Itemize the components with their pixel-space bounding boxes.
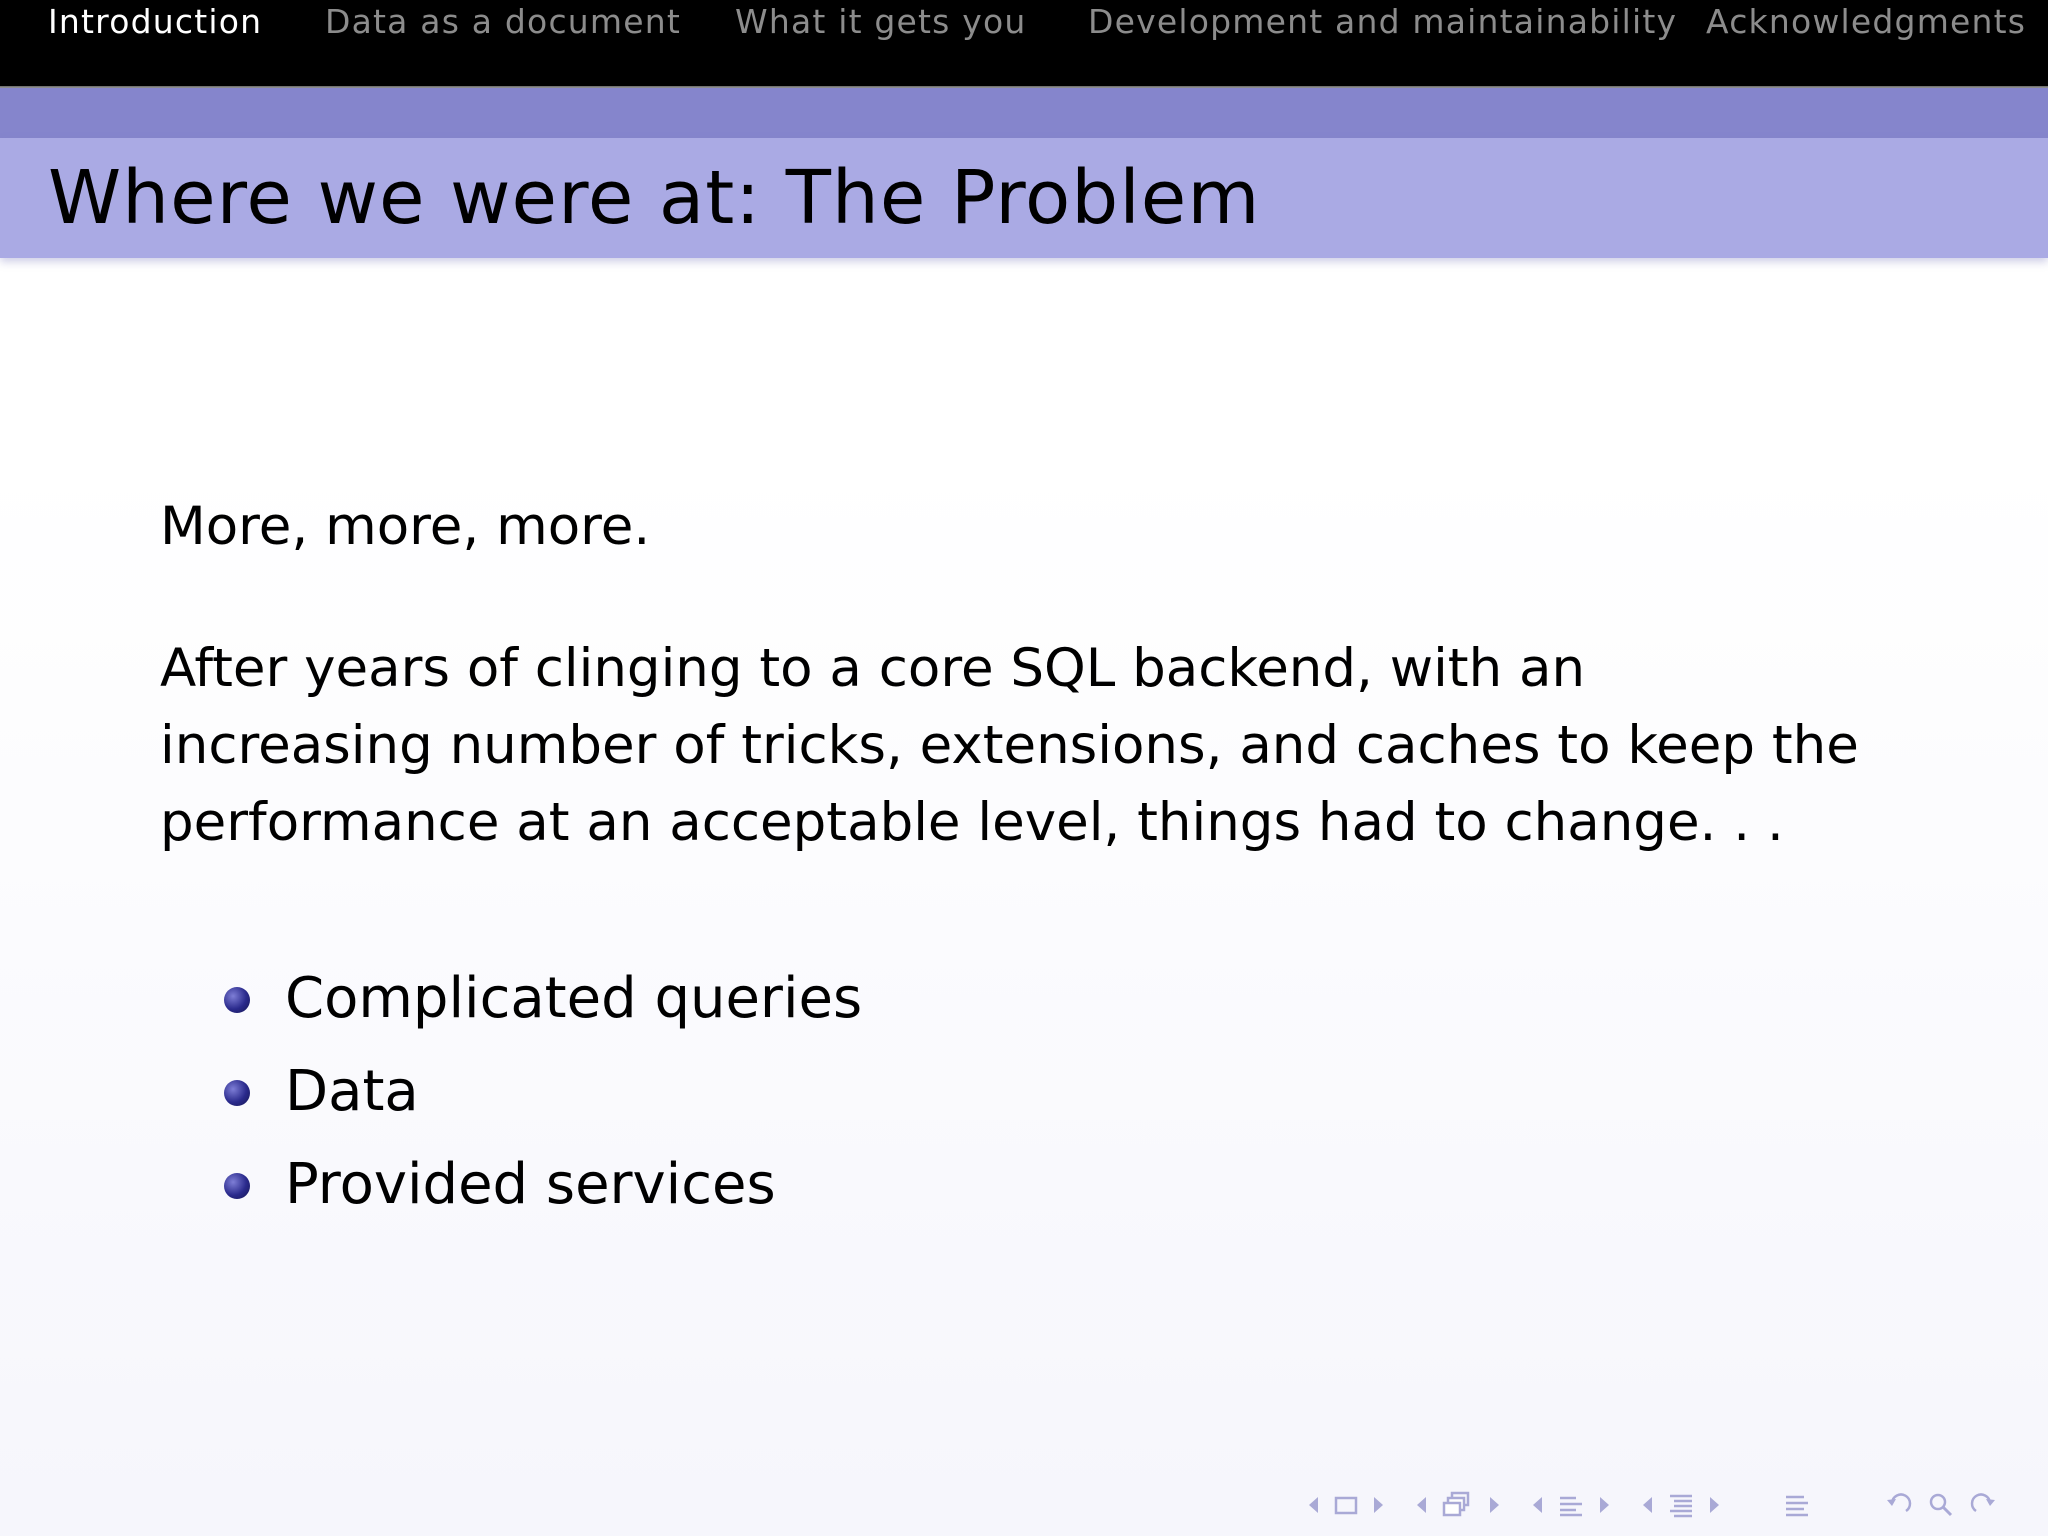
bullet-list (222, 960, 862, 1239)
next-document-icon[interactable] (1708, 1493, 1722, 1517)
nav-section-acknowledgments[interactable]: Acknowledgments (1706, 2, 2027, 41)
list-item-text: Data (285, 1059, 419, 1124)
bullet-icon (224, 1080, 250, 1106)
search-icon[interactable] (1926, 1491, 1956, 1519)
prev-document-icon[interactable] (1640, 1493, 1654, 1517)
list-item-text: Complicated queries (285, 966, 863, 1031)
document-icon[interactable] (1666, 1492, 1696, 1518)
nav-section-what-it-gets-you[interactable]: What it gets you (735, 2, 1027, 41)
next-frame-icon[interactable] (1372, 1493, 1386, 1517)
subsection-icon[interactable] (1440, 1490, 1476, 1520)
prev-subsection-icon[interactable] (1414, 1493, 1428, 1517)
list-item (222, 960, 862, 1053)
intro-paragraph: More, more, more. (160, 496, 651, 557)
prev-section-icon[interactable] (1530, 1493, 1544, 1517)
frame-title: Where we were at: The Problem (48, 155, 1261, 241)
toc-icon[interactable] (1782, 1492, 1812, 1518)
section-icon[interactable] (1556, 1492, 1586, 1518)
nav-section-data-as-a-document[interactable]: Data as a document (325, 2, 681, 41)
list-item (222, 1146, 862, 1239)
frame-title-bar (0, 138, 2048, 258)
bullet-icon (224, 1173, 250, 1199)
nav-section-development-and-maintainability[interactable]: Development and maintainability (1088, 2, 1678, 41)
prev-frame-icon[interactable] (1306, 1493, 1320, 1517)
problem-paragraph: After years of clinging to a core SQL backend, with an increasing number of tricks, extensions, and caches to keep the performance at an acceptable level, things had to change. . . (160, 638, 1859, 853)
frame-icon[interactable] (1332, 1493, 1360, 1517)
list-item-text: Provided services (285, 1152, 776, 1217)
section-navbar (0, 0, 2048, 86)
next-subsection-icon[interactable] (1488, 1493, 1502, 1517)
undo-icon[interactable] (1884, 1491, 1914, 1519)
list-item (222, 1053, 862, 1146)
bullet-icon (224, 987, 250, 1013)
nav-section-introduction[interactable]: Introduction (48, 2, 263, 41)
header-band (0, 88, 2048, 138)
redo-icon[interactable] (1968, 1491, 1998, 1519)
beamer-navigation-controls (1306, 1490, 2010, 1520)
next-section-icon[interactable] (1598, 1493, 1612, 1517)
